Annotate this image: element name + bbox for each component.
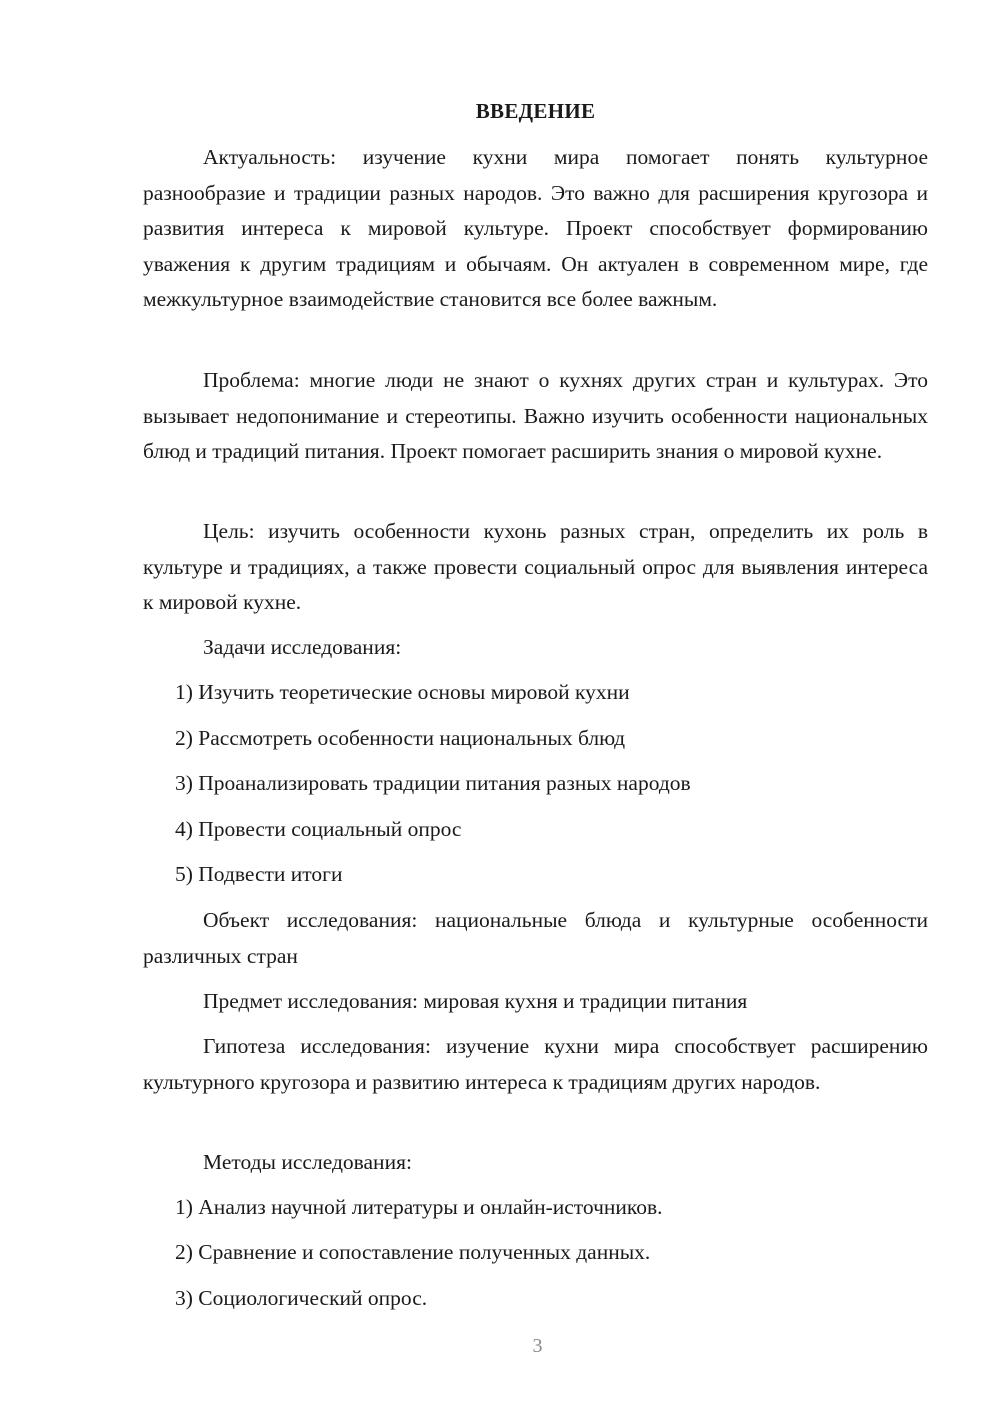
method-item: 2) Сравнение и сопоставление полученных данных. — [175, 1240, 651, 1264]
object-paragraph: Объект исследования: национальные блюда и культурные особенности различных стран — [143, 908, 928, 968]
subject-paragraph: Предмет исследования: мировая кухня и традиции питания — [203, 989, 748, 1013]
method-item: 3) Социологический опрос. — [175, 1286, 428, 1310]
page-title: ВВЕДЕНИЕ — [475, 99, 596, 123]
task-item: 1) Изучить теоретические основы мировой кухни — [175, 680, 630, 704]
relevance-paragraph: Актуальность: изучение кухни мира помогает понять культурное разнообразие и традиции разных народов. Это важно для расширения кругозора и развития интереса к мировой культуре. Проект способствует формированию уважения к другим традициям и обычаям. Он актуален в современном мире, где межкультурное взаимодействие становится все более важным. — [143, 145, 928, 311]
document-page — [143, 0, 928, 1414]
goal-paragraph: Цель: изучить особенности кухонь разных стран, определить их роль в культуре и традициях, а также провести социальный опрос для выявления интереса к мировой кухне. — [143, 519, 928, 614]
task-item: 3) Проанализировать традиции питания разных народов — [175, 771, 691, 795]
task-item: 4) Провести социальный опрос — [175, 817, 462, 841]
tasks-heading: Задачи исследования: — [203, 635, 402, 659]
methods-heading: Методы исследования: — [203, 1150, 412, 1174]
task-item: 2) Рассмотреть особенности национальных блюд — [175, 726, 626, 750]
problem-paragraph: Проблема: многие люди не знают о кухнях других стран и культурах. Это вызывает недопонимание и стереотипы. Важно изучить особенности национальных блюд и традиций питания. Проект помогает расширить знания о мировой кухне. — [143, 368, 928, 463]
hypothesis-paragraph: Гипотеза исследования: изучение кухни мира способствует расширению культурного кругозора и развитию интереса к традициям других народов. — [143, 1034, 928, 1094]
task-item: 5) Подвести итоги — [175, 862, 343, 886]
page-number: 3 — [532, 1335, 543, 1357]
method-item: 1) Анализ научной литературы и онлайн-источников. — [175, 1195, 663, 1219]
